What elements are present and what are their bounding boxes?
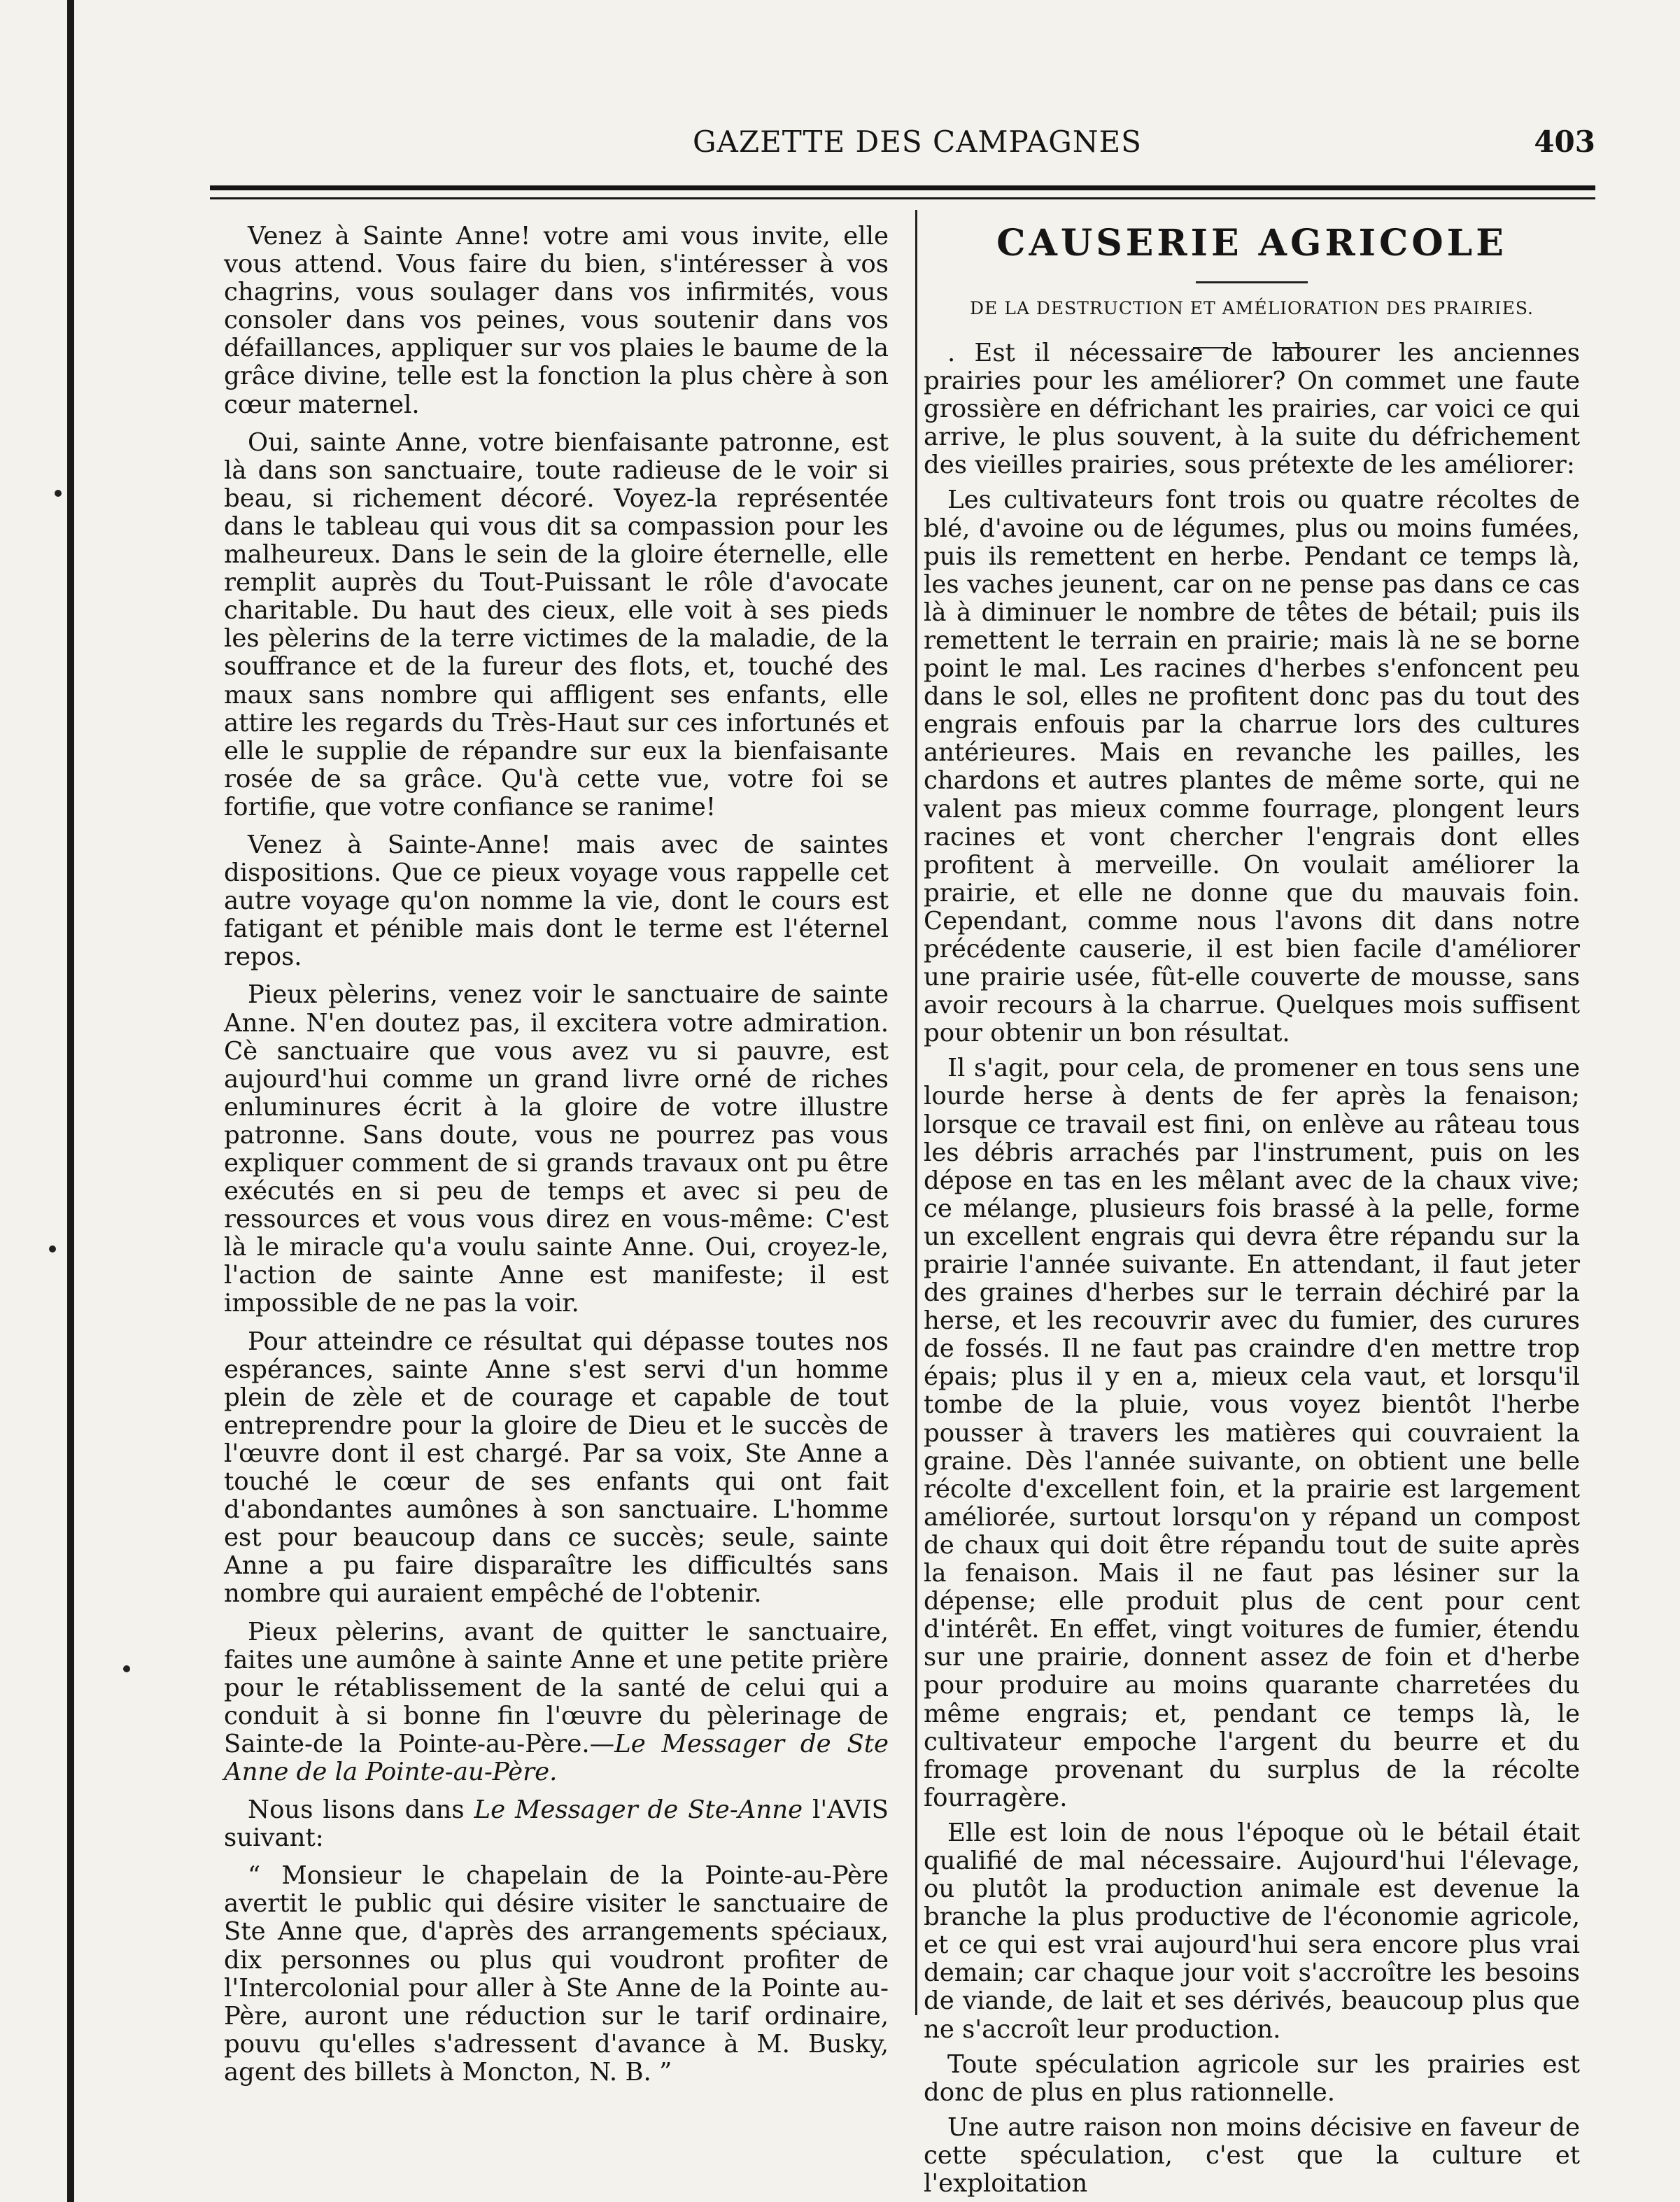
paragraph: Une autre raison non moins décisive en faveur de cette spéculation, c'est que la culture et l'exploitation — [924, 2112, 1580, 2198]
paragraph — [224, 1618, 889, 1787]
paragraph-text: l'AVIS suivant: — [224, 1795, 889, 1853]
paragraph: Venez à Sainte-Anne! mais avec de saintes dispositions. Que ce pieux voyage vous rappelle cet autre voyage qu'on nomme la vie, dont le cours est fatigant et pénible mais dont le terme est l'éternel repos. — [224, 830, 889, 972]
page-header — [210, 125, 1595, 167]
title-rule — [1196, 281, 1308, 283]
header-rule-thin — [210, 197, 1595, 199]
paragraph: Pieux pèlerins, venez voir le sanctuaire de sainte Anne. N'en doutez pas, il excitera votre admiration. Cè sanctuaire que vous avez vu si pauvre, est aujourd'hui comme un grand livre orné de riches enluminures écrit à la gloire de votre illustre patronne. Sans doute, vous ne pourrez pas vous expliquer comment de si grands travaux ont pu être exécutés en si peu de temps et avec si peu de ressources et vous vous direz en vous-même: C'est là le miracle qu'a voulu sainte Anne. Oui, croyez-le, l'action de sainte Anne est manifeste; il est impossible de ne pas la voir. — [224, 980, 889, 1318]
running-head: GAZETTE DES CAMPAGNES — [693, 125, 1142, 159]
ink-speck — [123, 1665, 130, 1672]
column-divider — [915, 210, 917, 2015]
ink-speck — [49, 1245, 56, 1252]
article-subtitle: DE LA DESTRUCTION ET AMÉLIORATION DES PRAIRIES. — [969, 298, 1534, 318]
paragraph: Les cultivateurs font trois ou quatre récoltes de blé, d'avoine ou de légumes, plus ou moins fumées, puis ils remettent en herbe. Pendant ce temps là, les vaches jeunent, car on ne pense pas dans ce cas là à diminuer le nombre de têtes de bétail; puis ils remettent le terrain en prairie; mais là ne se borne point le mal. Les racines d'herbes s'enfoncent peu dans le sol, elles ne profitent donc pas du tout des engrais enfouis par la charrue lors des cultures antérieures. Mais en revanche les pailles, les chardons et autres plantes de même sorte, qui ne valent pas mieux comme fourrage, plongent leurs racines et vont chercher l'engrais dont elles profitent à merveille. On voulait améliorer la prairie, et elle ne donne que du mauvais foin. Cependant, comme nous l'avons dit dans notre précédente causerie, il est bien facile d'améliorer une prairie usée, fût-elle couverte de mousse, sans avoir recours à la charrue. Quelques mois suffisent pour obtenir un bon résultat. — [924, 486, 1580, 1048]
source-citation: Le Messager de Ste Anne de la Pointe-au-Père. — [224, 1729, 889, 1786]
article-title: CAUSERIE AGRICOLE — [996, 222, 1507, 264]
paragraph: Toute spéculation agricole sur les prairies est donc de plus en plus rationnelle. — [924, 2049, 1580, 2107]
subtitle-rules — [924, 327, 1580, 331]
header-rule-thick — [210, 185, 1595, 190]
left-column — [224, 223, 889, 2087]
paragraph: Il s'agit, pour cela, de promener en tous sens une lourde herse à dents de fer après la fenaison; lorsque ce travail est fini, on enlève au râteau tous les débris arrachés par l'instrument, puis on les dépose en tas en les mêlant avec de la chaux vive; ce mélange, plusieurs fois brassé à la pelle, forme un excellent engrais qui devra être répandu sur la prairie l'année suivante. En attendant, il faut jeter des graines d'herbes sur le terrain déchiré par la herse, et les recouvrir avec du fumier, des curures de fossés. Il ne faut pas craindre d'en mettre trop épais; plus il y en a, mieux cela vaut, et lorsqu'il tombe de la pluie, vous voyez bientôt l'herbe pousser à travers les matières qui couvraient la graine. Dès l'année suivante, on obtient une belle récolte d'excellent foin, et la prairie est largement améliorée, surtout lorsqu'on y répand un compost de chaux qui doit être répandu tout de suite après la fenaison. Mais il ne faut pas lésiner sur la dépense; elle produit plus de cent pour cent d'intérêt. En effet, vingt voitures de fumier, étendu sur une prairie, donnent assez de foin et d'herbe pour produire au moins quarante charretées du même engrais; et, pendant ce temps là, le cultivateur empoche l'argent du beurre et du fromage provenant du surplus de la récolte fourragère. — [924, 1054, 1580, 1812]
paragraph: Pour atteindre ce résultat qui dépasse toutes nos espérances, sainte Anne s'est servi d'un homme plein de zèle et de courage et capable de tout entreprendre pour la gloire de Dieu et le succès de l'œuvre dont il est chargé. Par sa voix, Ste Anne a touché le cœur de ses enfants qui ont fait d'abondantes aumônes à son sanctuaire. L'homme est pour beaucoup dans ce succès; seule, sainte Anne a pu faire disparaître les difficultés sans nombre qui auraient empêché de l'obtenir. — [224, 1327, 889, 1609]
paragraph: . Est il nécessaire de labourer les anciennes prairies pour les améliorer? On commet une faute grossière en défrichant les prairies, car voici ce qui arrive, le plus souvent, à la suite du défrichement des vieilles prairies, sous prétexte de les améliorer: — [924, 339, 1580, 480]
paragraph: Oui, sainte Anne, votre bienfaisante patronne, est là dans son sanctuaire, toute radieuse de le voir si beau, si richement décoré. Voyez-la représentée dans le tableau qui vous dit sa compassion pour les malheureux. Dans le sein de la gloire éternelle, elle remplit auprès du Tout-Puissant le rôle d'avocate charitable. Du haut des cieux, elle voit à ses pieds les pèlerins de la terre victimes de la maladie, de la souffrance et de la fureur des flots, et, touché des maux sans nombre qui affligent ses enfants, elle attire les regards du Très-Haut sur ces infortunés et elle le supplie de répandre sur eux la bienfaisante rosée de sa grâce. Qu'à cette vue, votre foi se fortifie, que votre confiance se ranime! — [224, 428, 889, 821]
paragraph-text: Pieux pèlerins, avant de quitter le sanctuaire, faites une aumône à sainte Anne et une petite prière pour le rétablissement de la santé de celui qui a conduit à si bonne fin l'œuvre du pèlerinage de Sainte-de la Pointe-au-Père.— — [224, 1617, 889, 1758]
ink-speck — [55, 490, 62, 497]
quoted-notice: “ Monsieur le chapelain de la Pointe-au-Père avertit le public qui désire visiter le sanctuaire de Ste Anne que, d'après des arrangements spéciaux, dix personnes ou plus qui voudront profiter de l'Intercolonial pour aller à Ste Anne de la Pointe au-Père, auront une réduction sur le tarif ordinaire, pouvu qu'elles s'adressent d'avance à M. Busky, agent des billets à Moncton, N. B. ” — [224, 1861, 889, 2087]
publication-title: Le Messager de Ste-Anne — [474, 1795, 803, 1825]
page-number: 403 — [1534, 125, 1595, 159]
right-column — [924, 223, 1580, 2198]
page-binding-edge — [67, 0, 74, 2202]
paragraph: Elle est loin de nous l'époque où le bétail était qualifié de mal nécessaire. Aujourd'hui l'élevage, ou plutôt la production animale est devenue la branche la plus productive de l'économie agricole, et ce qui est vrai aujourd'hui sera encore plus vrai demain; car chaque jour voit s'accroître les besoins de viande, de lait et ses dérivés, beaucoup plus que ne s'accroît leur production. — [924, 1818, 1580, 2044]
paragraph: Venez à Sainte Anne! votre ami vous invite, elle vous attend. Vous faire du bien, s'intéresser à vos chagrins, vous soulager dans vos infirmités, vous consoler dans vos peines, vous soutenir dans vos défaillances, appliquer sur vos plaies le baume de la grâce divine, telle est la fonction la plus chère à son cœur maternel. — [224, 222, 889, 419]
paragraph-text: Nous lisons dans — [248, 1795, 465, 1825]
paragraph — [224, 1796, 889, 1852]
